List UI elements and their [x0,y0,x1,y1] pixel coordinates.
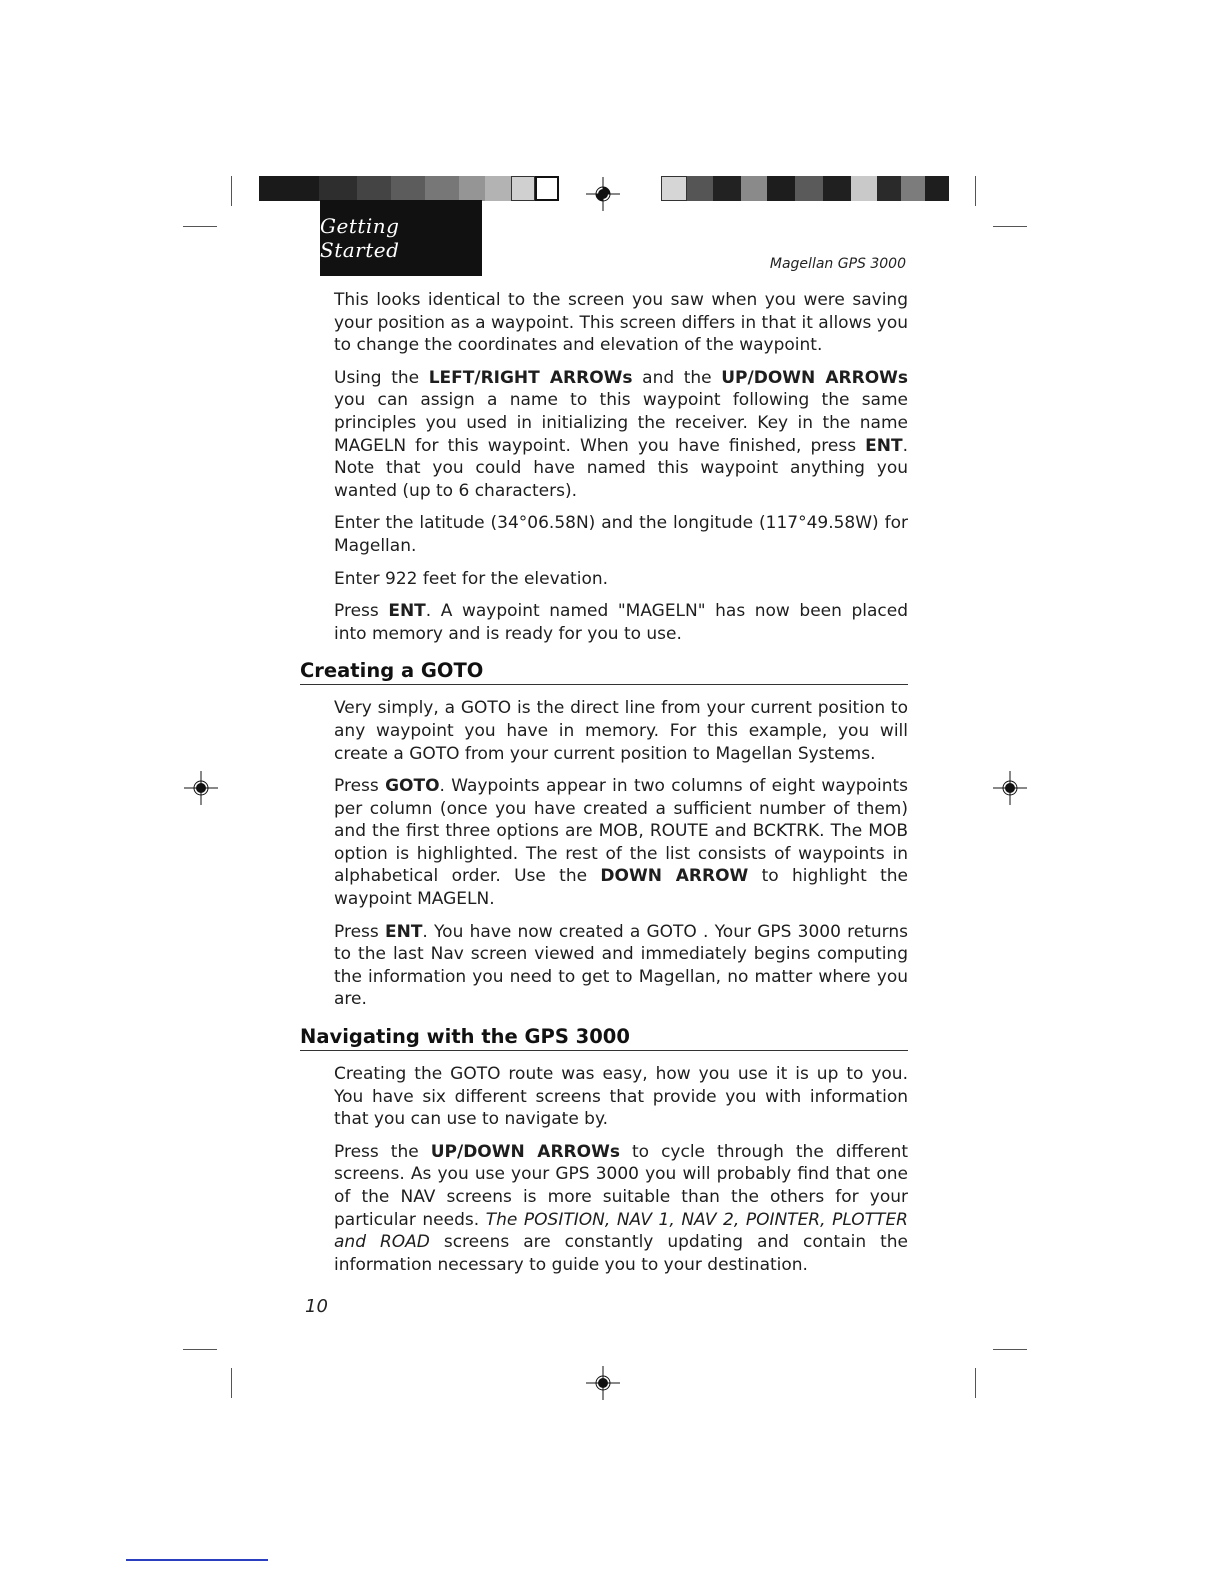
crop-mark [993,226,1027,227]
bold-text: ENT [384,921,423,942]
text-run: Very simply, a GOTO is the direct line from your current position to any waypoint you have in memory. For this example, you will create a GOTO from your current position to Magellan Systems. [334,698,908,764]
text-run: Press the [334,1141,431,1162]
gray-scale-band-right [661,176,949,201]
text-run: . You have now created a GOTO . Your GPS 3000 returns to the last Nav screen viewed and immediately begins computing the information you need to get to Magellan, no matter where you are. [334,921,908,1010]
body-paragraph [334,775,908,911]
text-run: to cycle through the different screens. As you use your GPS 3000 you will probably find that one of the NAV screens is more suitable than the others for your particular needs. [334,1141,909,1230]
text-run: Enter the latitude (34°06.58N) and the longitude (117°49.58W) for Magellan. [334,513,908,556]
text-run: This looks identical to the screen you saw when you were saving your position as a waypoint. This screen differs in that it allows you to change the coordinates and elevation of the waypoint. [334,290,908,356]
body-paragraph [334,367,908,503]
text-run: screens are constantly updating and contain the information necessary to guide you to your destination. [334,1232,908,1275]
bold-text: ENT [388,601,426,622]
crop-mark [183,226,217,227]
crop-mark [231,176,232,206]
body-paragraph [334,512,908,557]
running-head: Magellan GPS 3000 [769,256,906,272]
text-run: and the [632,367,722,388]
chapter-title: Getting Started [320,214,400,262]
text-run: you can assign a name to this waypoint following the same principles you used in initializing the receiver. Key in the name MAGELN for this waypoint. When you have finished, press [334,390,908,456]
body-paragraph [334,568,908,591]
text-run: Press [334,921,385,942]
crop-mark [183,1349,217,1350]
text-run: Press [334,601,389,622]
bold-text: LEFT/RIGHT ARROWs [428,367,633,388]
section-heading: Navigating with the GPS 3000 [300,1025,908,1051]
text-run: . Note that you could have named this waypoint anything you wanted (up to 6 characters). [334,435,908,501]
registration-mark-icon [586,177,620,211]
italic-text: The POSITION, NAV 1, NAV 2, POINTER, PLOTTER and ROAD [334,1209,908,1253]
bold-text: UP/DOWN ARROWs [721,367,909,388]
registration-mark-icon [993,771,1027,805]
bold-text: GOTO [385,776,440,797]
gray-scale-band-left [259,176,559,201]
crop-mark [993,1349,1027,1350]
text-run: . A waypoint named "MAGELN" has now been placed into memory and is ready for you to use. [334,601,908,644]
registration-mark-icon [586,1366,620,1400]
crop-mark [975,176,976,206]
chapter-tab [320,200,482,276]
body-paragraph [334,697,908,765]
bold-text: DOWN ARROW [600,866,749,887]
section-heading: Creating a GOTO [300,659,908,685]
scan-artifact-line [126,1559,268,1561]
page-body [300,289,908,1286]
text-run: Creating the GOTO route was easy, how you use it is up to you. You have six different screens that provide you with information that you can use to navigate by. [334,1064,908,1130]
text-run: to highlight the waypoint MAGELN. [334,866,908,910]
text-run: Using the [334,367,429,388]
body-paragraph [334,1141,908,1277]
text-run: Press [334,776,386,797]
bold-text: UP/DOWN ARROWs [430,1141,620,1162]
body-paragraph [334,600,908,645]
bold-text: ENT [865,435,903,456]
body-paragraph [334,921,908,1011]
text-run: . Waypoints appear in two columns of eight waypoints per column (once you have created a sufficient number of them) and the first three options are MOB, ROUTE and BCKTRK. The MOB option is highlighted. The rest of the list consists of waypoints in alphabetical order. Use the [334,776,908,887]
body-paragraph [334,1063,908,1131]
page-number: 10 [305,1296,328,1317]
body-paragraph [334,289,908,357]
crop-mark [975,1368,976,1398]
registration-mark-icon [184,771,218,805]
text-run: Enter 922 feet for the elevation. [334,568,609,589]
crop-mark [231,1368,232,1398]
